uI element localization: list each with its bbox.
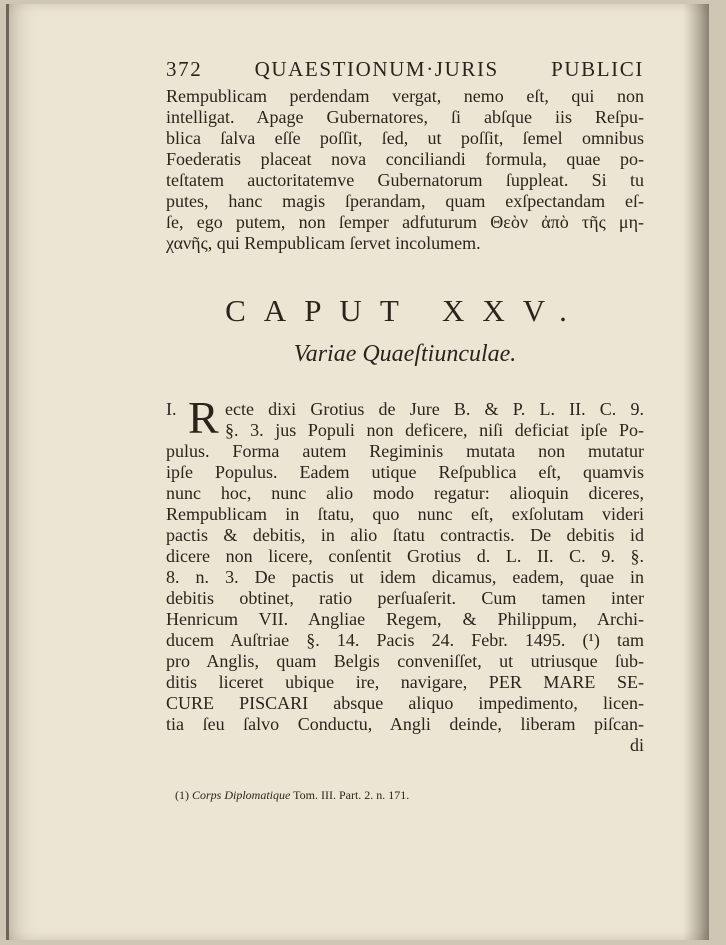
catchword: di bbox=[629, 735, 644, 755]
text-line: Rempublicam perdendam vergat, nemo eſt, qui non bbox=[166, 86, 644, 106]
section-paragraph bbox=[166, 441, 644, 756]
text-line: putes, hanc magis ſperandam, quam exſpectandam eſ- bbox=[166, 191, 644, 211]
text-line: teſtatem auctoritatemve Gubernatorum ſuppleat. Si tu bbox=[166, 170, 644, 190]
text-line: intelligat. Apage Gubernatores, ſi abſque iis Reſpu- bbox=[166, 107, 644, 127]
text-line: tia ſeu ſalvo Conductu, Angli deinde, liberam piſcan- bbox=[166, 714, 644, 734]
text-line: blica ſalva eſſe poſſit, ſed, ut poſſit, ſemel omnibus bbox=[166, 128, 644, 148]
footnote-reference: Tom. III. Part. 2. n. 171. bbox=[293, 788, 410, 802]
text-line: pro Anglis, quam Belgis conveniſſet, ut utriusque ſub- bbox=[166, 651, 644, 671]
text-line: ecte dixi Grotius de Jure B. & P. L. II. C. 9. bbox=[225, 399, 644, 419]
text-line: Rempublicam in ſtatu, quo nunc eſt, exſolutam videri bbox=[166, 504, 644, 524]
page-gutter-shadow bbox=[683, 4, 709, 940]
text-line: ditis liceret ubique ire, navigare, PER MARE SE- bbox=[166, 672, 644, 692]
footnote-marker: (1) bbox=[175, 788, 189, 802]
text-line: CURE PISCARI absque aliquo impedimento, licen- bbox=[166, 693, 644, 713]
text-line: §. 3. jus Populi non deficere, niſi deficiat ipſe Po- bbox=[225, 420, 644, 440]
drop-cap: R bbox=[188, 392, 219, 443]
text-line: χανῆς, qui Rempublicam ſervet incolumem. bbox=[166, 233, 481, 253]
top-paragraph bbox=[166, 86, 644, 254]
running-title: QUAESTIONUM·JURIS PUBLICI bbox=[254, 57, 644, 81]
running-header bbox=[166, 57, 644, 82]
footnote bbox=[175, 788, 645, 803]
text-line: 8. n. 3. De pactis ut idem dicamus, eadem, quae in bbox=[166, 567, 644, 587]
text-line: ſe, ego putem, non ſemper adfuturum Θεὸν ἀπὸ τῆς μη- bbox=[166, 212, 644, 232]
text-line: nunc hoc, nunc alio modo regatur: alioquin diceres, bbox=[166, 483, 644, 503]
section-number: I. bbox=[166, 399, 177, 419]
text-line: Henricum VII. Angliae Regem, & Philippum, Archi- bbox=[166, 609, 644, 629]
text-line: dicere non licere, conſentit Grotius d. L. II. C. 9. §. bbox=[166, 546, 644, 566]
section-first-lines bbox=[225, 399, 644, 441]
footnote-source: Corps Diplomatique bbox=[192, 788, 291, 802]
text-line: pulus. Forma autem Regiminis mutata non mutatur bbox=[166, 441, 644, 461]
text-line: Foederatis placeat nova conciliandi formula, quae po- bbox=[166, 149, 644, 169]
text-line: pactis & debitis, in alio ſtatu contractis. De debitis id bbox=[166, 525, 644, 545]
text-line: debitis obtinet, ratio perſuaſerit. Cum tamen inter bbox=[166, 588, 644, 608]
section-title: Variae Quaeſtiunculae. bbox=[293, 341, 517, 367]
page-number: 372 bbox=[166, 57, 203, 81]
chapter-heading: CAPUT XXV. bbox=[225, 293, 585, 328]
text-line: ipſe Populus. Eadem utique Reſpublica eſt, quamvis bbox=[166, 462, 644, 482]
text-line: ducem Auſtriae §. 14. Pacis 24. Febr. 1495. (¹) tam bbox=[166, 630, 644, 650]
